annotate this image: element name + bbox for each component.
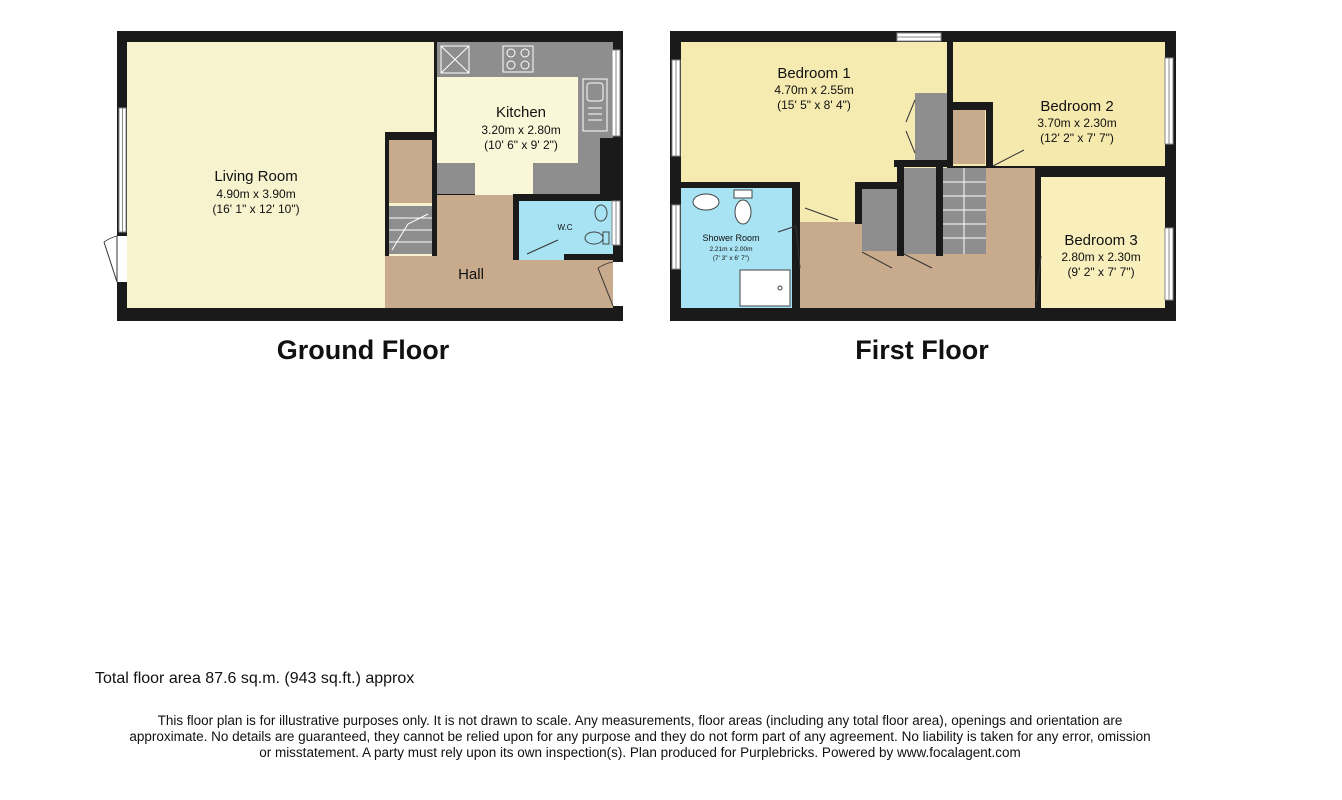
disclaimer-line-3: or misstatement. A party must rely upon its own inspection(s). Plan produced for Purplebricks. Powered by www.focalagent.com	[259, 745, 1021, 760]
kitchen-lower-area	[475, 163, 533, 195]
kitchen-imperial: (10' 6" x 9' 2")	[484, 138, 558, 152]
bedroom3-imperial: (9' 2" x 7' 7")	[1067, 265, 1135, 279]
shower-room-label: Shower Room	[702, 233, 760, 243]
bedroom1-wardrobe	[915, 93, 947, 160]
kitchen-metric: 3.20m x 2.80m	[481, 123, 561, 137]
living-room-label: Living Room	[214, 168, 298, 185]
understairs-cupboard	[389, 140, 432, 203]
shower-room-metric: 2.21m x 2.00m	[709, 246, 753, 253]
hall-label: Hall	[458, 266, 484, 283]
living-room-metric: 4.90m x 3.90m	[216, 187, 296, 201]
bedroom1-imperial: (15' 5" x 8' 4")	[777, 98, 851, 112]
bedroom2-metric: 3.70m x 2.30m	[1037, 116, 1117, 130]
wc-label: W.C	[557, 223, 573, 232]
disclaimer-line-1: This floor plan is for illustrative purposes only. It is not drawn to scale. Any measurements, floor areas (including any total floor area), openings and orientation are	[157, 713, 1123, 728]
landing-cupboard-2	[904, 168, 936, 254]
bedroom2-label: Bedroom 2	[1040, 98, 1114, 115]
ground-floor-plan	[104, 31, 623, 321]
bedroom1-metric: 4.70m x 2.55m	[774, 83, 854, 97]
bedroom1-label: Bedroom 1	[777, 65, 851, 82]
ground-floor-title: Ground Floor	[276, 335, 450, 365]
bedroom3-metric: 2.80m x 2.30m	[1061, 250, 1141, 264]
shower-basin-icon	[693, 194, 719, 210]
shower-room-imperial: (7' 3" x 6' 7")	[712, 255, 750, 262]
total-floor-area: Total floor area 87.6 sq.m. (943 sq.ft.) approx	[95, 670, 415, 687]
bedroom2-imperial: (12' 2" x 7' 7")	[1040, 131, 1114, 145]
kitchen-unit-left	[437, 163, 475, 194]
first-floor-title: First Floor	[855, 335, 989, 365]
living-room-door-icon	[104, 236, 117, 282]
disclaimer	[60, 713, 1220, 761]
kitchen-label: Kitchen	[495, 104, 547, 121]
landing-cupboard-1	[862, 188, 897, 251]
living-room-lower-area	[127, 252, 385, 308]
disclaimer-line-2: approximate. No details are guaranteed, they cannot be relied upon for any purpose and they do not form part of any agreement. No liability is taken for any error, omission	[129, 729, 1151, 744]
hob-icon	[503, 46, 533, 72]
hall-upper-area	[437, 195, 513, 265]
shower-toilet-icon	[734, 190, 752, 198]
living-room-imperial: (16' 1" x 12' 10")	[212, 202, 300, 216]
bedroom2-cupboard	[953, 110, 985, 164]
bedroom3-label: Bedroom 3	[1064, 232, 1138, 249]
